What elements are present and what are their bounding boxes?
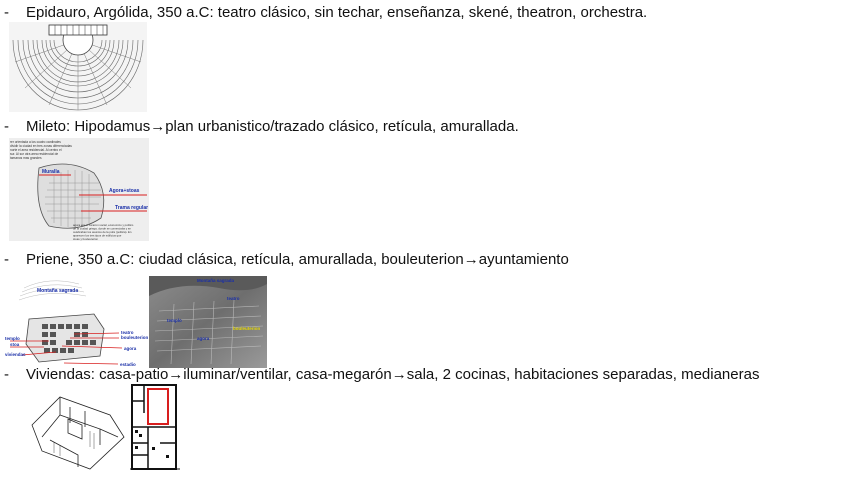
label-teatro: teatro: [227, 296, 240, 301]
bullet-dash: -: [4, 251, 9, 268]
map-note: celebraban los asuntos de la polis (politica). En: [73, 230, 132, 234]
casa-floor-plan-image: [130, 383, 180, 472]
map-note: de la ciudad griega, donde se comerciaba y se: [73, 226, 131, 231]
item-viviendas: [4, 366, 759, 384]
map-note: sur. Al sur otra area residencial de: [10, 152, 59, 156]
label-templo: templo: [5, 336, 20, 341]
label-mountain: Montaña sagrada: [37, 288, 79, 294]
bullet-dash: -: [4, 366, 9, 383]
label-agora: agora: [197, 336, 210, 341]
label-muralla: Muralla: [42, 169, 60, 175]
mileto-map-image: [9, 138, 149, 241]
item-text: Mileto: Hipodamus→plan urbanistico/trazado clásico, retícula, amurallada.: [26, 118, 519, 135]
label-stoa: stoa: [10, 342, 20, 347]
label-templo: templo: [167, 318, 182, 323]
label-viviendas: viviendas: [5, 352, 26, 357]
label-teatro: teatro: [121, 330, 134, 335]
label-bouleuterion: bouleuterion: [121, 335, 149, 340]
label-mountain: Montaña sagrada: [197, 278, 235, 283]
item-mileto: [4, 118, 519, 136]
label-bouleuterion: bouleuterion: [233, 326, 261, 331]
item-text: Epidauro, Argólida, 350 a.C: teatro clásico, sin techar, enseñanza, skené, theatron, orchestra.: [26, 4, 648, 21]
label-trama: Trama regular: [115, 205, 149, 211]
item-text: Priene, 350 a.C: ciudad clásica, retícula, amurallada, bouleuterion→ayuntamiento: [26, 251, 569, 268]
map-note: tamanos mas grandes: [10, 156, 42, 160]
map-note: stoas y bouleuterion: [73, 237, 99, 241]
epidauro-theatre-image: [9, 22, 147, 112]
item-epidauro: [4, 4, 647, 22]
map-note: dividir la ciudad en tres zonas diferenciadas: [10, 144, 72, 148]
map-note: rer orientada a los cuatro cardinales: [10, 140, 61, 144]
label-estadio: estadio: [120, 362, 136, 367]
label-agora: agora: [124, 346, 137, 351]
item-priene: [4, 251, 569, 269]
bullet-dash: -: [4, 4, 9, 21]
map-note: aparecen los tres tipos de edificios que: [73, 233, 122, 238]
label-agora: Agora+stoas: [109, 188, 140, 194]
map-note: norte el area residencial. Al centro el: [10, 148, 62, 152]
map-note: agora era el corazon social, economico y politico: [73, 223, 134, 227]
casa-patio-axonometric-image: [30, 385, 126, 473]
priene-plan-image: [4, 274, 149, 370]
priene-aerial-photo: [149, 276, 267, 368]
item-text: Viviendas: casa-patio→iluminar/ventilar, casa-megarón→sala, 2 cocinas, habitaciones separadas, medianeras: [26, 366, 760, 383]
bullet-dash: -: [4, 118, 9, 135]
